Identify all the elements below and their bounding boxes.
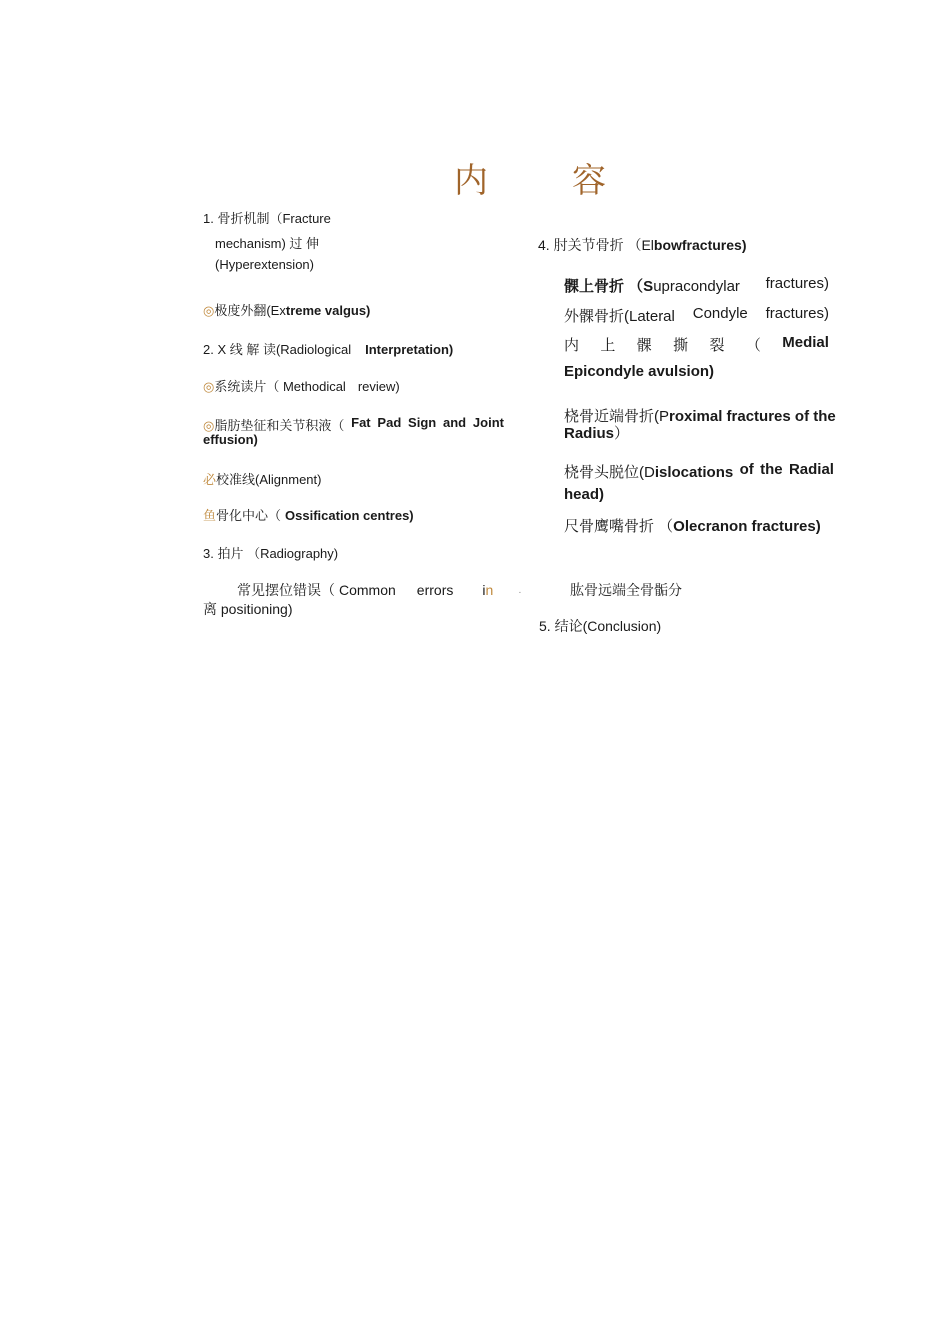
bullet-icon: ◎	[203, 418, 215, 433]
item-radial-head-dislocation: 桡骨头脱位(Dislocations of the Radial	[564, 461, 834, 481]
bullet-icon: 鱼	[203, 508, 217, 523]
bullet-icon: 必	[203, 472, 217, 487]
item-radial-head-line-2: head)	[564, 486, 605, 503]
item-ossification: 鱼骨化中心（ Ossification centres)	[203, 508, 414, 523]
item-proximal-radius-line-2: Radius）	[564, 425, 630, 442]
title-char-1: 内	[454, 161, 488, 201]
item-proximal-radius: 桡骨近端骨折(Proximal fractures of the	[564, 408, 836, 425]
bullet-icon: ◎	[203, 379, 215, 394]
section-1-line-2: mechanism) 过 伸	[215, 236, 320, 251]
bullet-icon: ◎	[203, 303, 215, 318]
item-methodical-review: ◎系统读片（ Methodical review)	[203, 379, 400, 394]
section-4-heading: 4. 肘关节骨折 （Elbowfractures)	[538, 237, 747, 253]
item-lateral-condyle: 外髁骨折(Lateral Condyle fractures)	[564, 305, 829, 325]
title-char-2: 容	[572, 161, 606, 201]
item-extreme-valgus: ◎极度外翻(Extreme valgus)	[203, 303, 371, 318]
item-supracondylar: 髁上骨折 （Supracondylar fractures)	[564, 275, 829, 295]
item-common-errors-line-2: 离 positioning)	[203, 601, 293, 617]
section-3-heading: 3. 拍片 （Radiography)	[203, 546, 339, 561]
section-5-heading: 5. 结论(Conclusion)	[539, 618, 662, 634]
item-distal-humerus: 肱骨远端全骨骺分	[570, 582, 682, 598]
item-medial-epicondyle: 内 上 髁 撕 裂 （ Medial	[564, 334, 829, 354]
section-2-heading: 2. X 线 解 读(Radiological Interpretation)	[203, 342, 454, 357]
item-medial-epicondyle-line-2: Epicondyle avulsion)	[564, 363, 715, 380]
item-fat-pad-sign: ◎脂肪垫征和关节积液（ Fat Pad Sign and Joint	[203, 415, 504, 433]
item-alignment: 必校准线(Alignment)	[203, 472, 322, 487]
section-1-line-1: 1. 骨折机制（Fracture	[203, 211, 331, 226]
item-fat-pad-sign-line-2: effusion)	[203, 432, 258, 447]
item-common-errors: 常见摆位错误（ Common errors in ·	[237, 582, 522, 598]
section-1-line-3: (Hyperextension)	[215, 257, 314, 272]
item-olecranon: 尺骨鹰嘴骨折 （Olecranon fractures)	[564, 518, 821, 535]
